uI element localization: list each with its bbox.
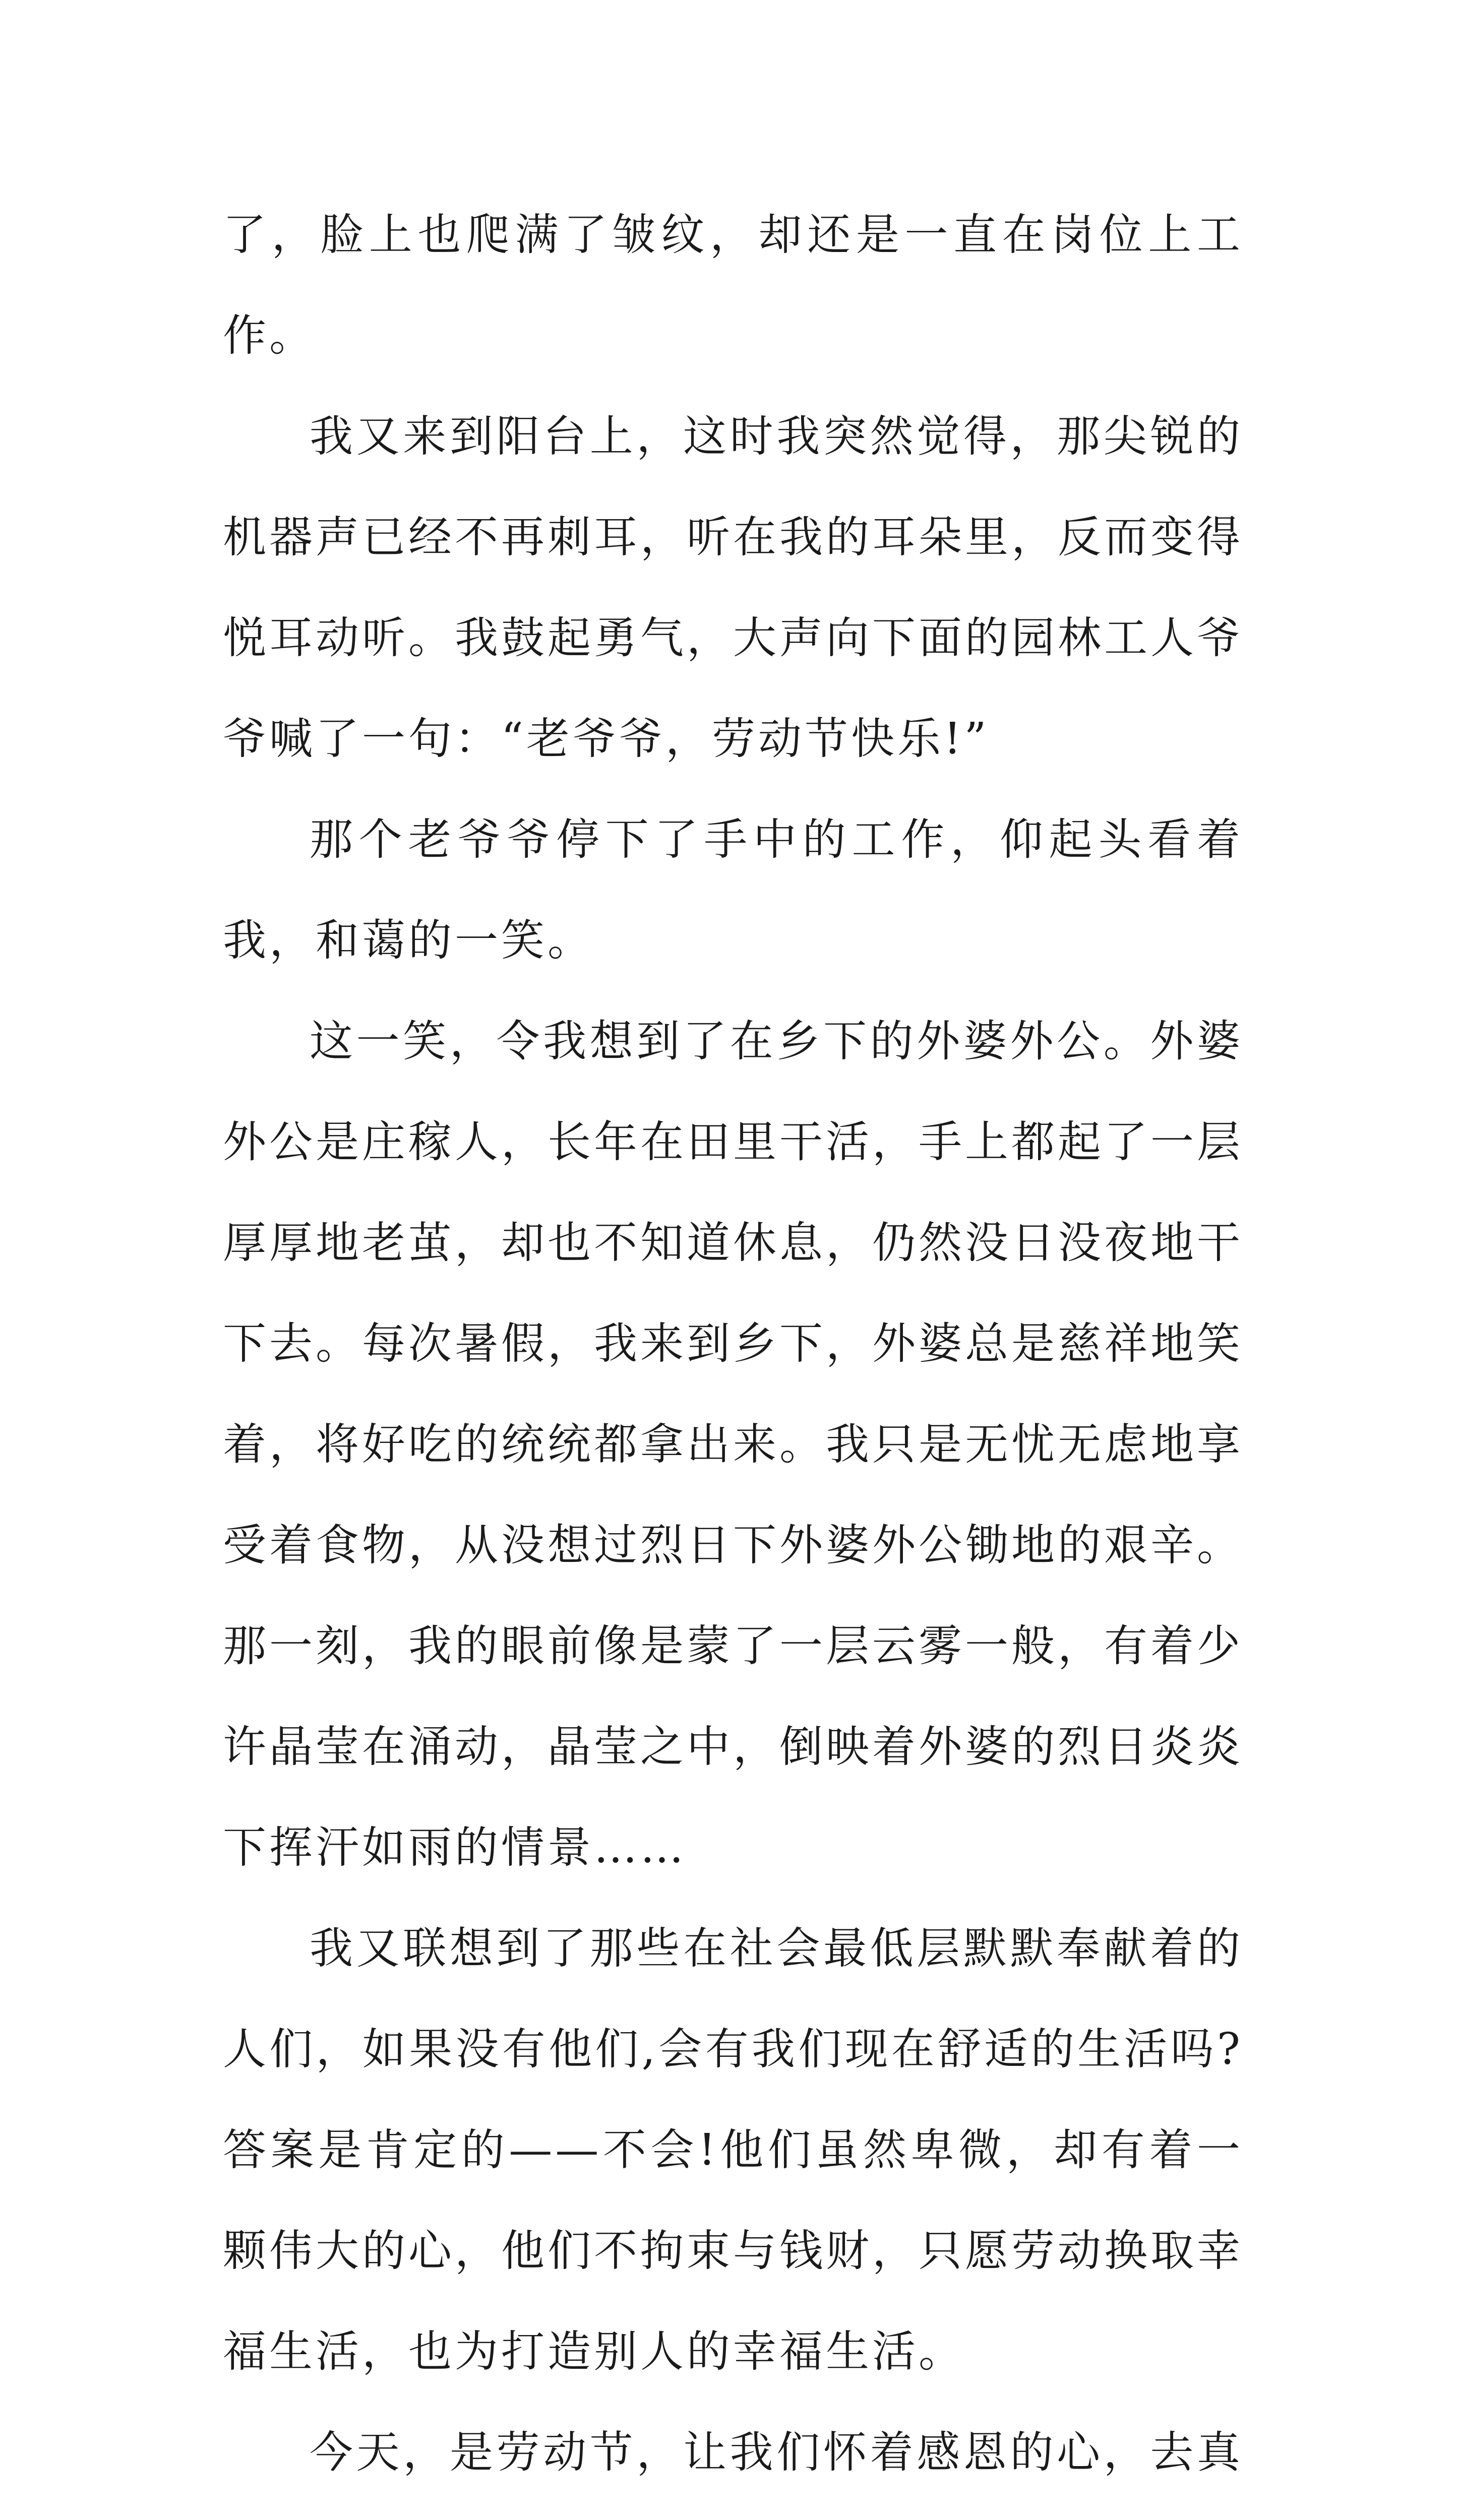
paragraph: 我又来到阳台上，这时我突然觉得，那尖锐的机器声已经不再刺耳，听在我的耳朵里，反而变得悦耳动听。我鼓起勇气，大声向下面的园林工人爷爷喊了一句：“老爷爷，劳动节快乐!” — [223, 411, 1243, 764]
paragraph: 我又联想到了那些在社会最低层默默奉献着的人们，如果没有他们,会有我们现在舒适的生活吗?答案是肯定的——不会!他们虽然卑微，却有着一颗伟大的心，他们不拘束与钱财，只愿劳动换取幸福生活，也为打造别人的幸福生活。 — [223, 1923, 1243, 2377]
paragraph: 了，脸上也爬满了皱纹，却还是一直在岗位上工作。 — [223, 210, 1243, 361]
body-text — [223, 184, 1243, 2520]
paragraph: 这一笑，令我想到了在乡下的外婆外公。外婆外公是庄稼人，长年在田里干活，手上都起了一层厚厚地老茧，却也不知道休息，仍然没日没夜地干下去。每次暑假，我来到乡下，外婆总是慈祥地笑着，将好吃的统统都拿出来。我只是无忧无虑地享受着食物，从没想过烈日下外婆外公锄地的艰辛。那一刻，我的眼前像是蒙了一层云雾一般，有着少许晶莹在涌动，晶莹之中，倒映着外婆的烈日炎炎下挥汗如雨的情景…… — [223, 1016, 1243, 1873]
paragraph: 那个老爷爷停下了手中的工作，仰起头看着我，和蔼的一笑。 — [223, 814, 1243, 966]
paragraph: 今天，是劳动节，让我们怀着感恩的心，去真 — [310, 2427, 1243, 2478]
